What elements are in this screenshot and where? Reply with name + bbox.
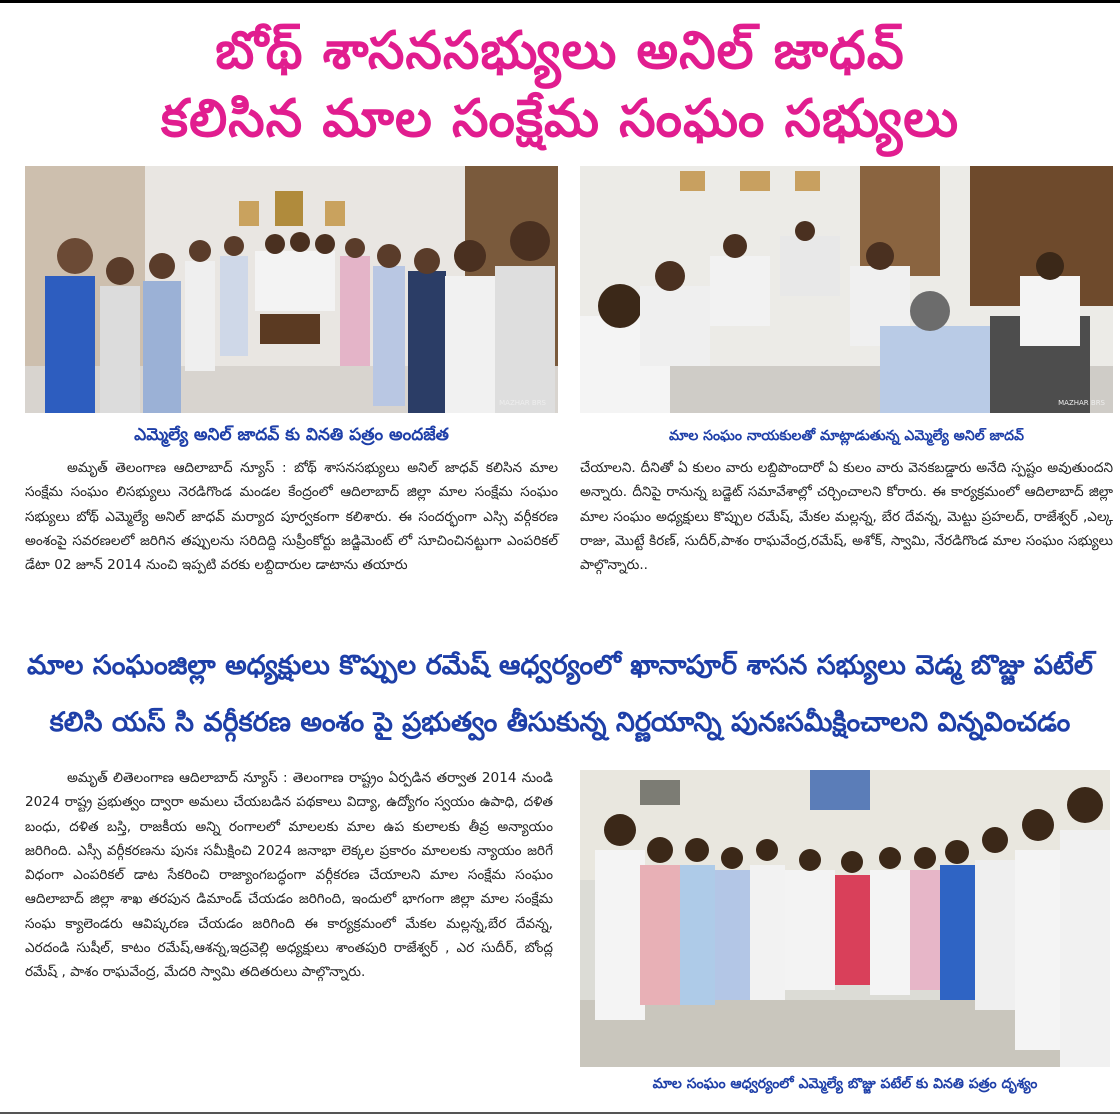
photo-watermark: MAZHAR BRS <box>1058 399 1105 407</box>
story2-paragraph: అమృత్ లితెలంగాణ ఆదిలాబాద్ న్యూస్ : తెలంగాణ రాష్ట్రం ఏర్పడిన తర్వాత 2014 నుండి 2024 రాష్ట్ర ప్రభుత్వం ద్వారా అమలు చేయబడిన పథకాలు విద్యా, ఉద్యోగం స్వయం ఉపాధి, దళిత బంధు, దళిత బస్తి, రాజకీయ అన్ని రంగాలలో మాలలకు మాల ఉప కులాలకు తీవ్ర అన్యాయం జరిగింది. ఎస్సీ వర్గీకరణను పునః సమీక్షించి 2024 జనాభా లెక్కల ప్రకారం మాలలకు న్యాయం జరిగే విధంగా ఎంపరికల్ డాట సేకరించి రాజ్యాంగబద్ధంగా వర్గీకరణ చేయాలని మాల సంక్షేమ సంఘం ఆదిలాబాద్ జిల్లా శాఖ తరపున డిమాండ్ చేయడం జరిగింది, ఇందులో భాగంగా జిల్లా మాల సంక్షేమ సంఘ క్యాలెండరు ఆవిష్కరణ చేయడం జరిగింది ఈ కార్యక్రమంలో మేకల మల్లన్న,బేర దేవన్న, ఎరదండి సుషీల్, కాటం రమేష్,ఆశన్న,ఇద్రవెల్లి అధ్యక్షులు శాంతపురి రాజేశ్వర్ , ఎర సుదీర్, బోంద్ల రమేష్ , పాశం రాఘవేంద్ర, మేదరి స్వామి తదితరులు పాల్గొన్నారు. <box>25 770 553 981</box>
group-photo-icon <box>580 770 1110 1067</box>
headline-line-2: కలిసిన మాల సంక్షేమ సంఘం సభ్యులు <box>160 89 960 149</box>
group-photo-icon <box>25 166 558 413</box>
group-photo-story2 <box>580 770 1110 1067</box>
top-rule <box>0 0 1120 3</box>
subhead-line-1: మాల సంఘంజిల్లా అధ్యక్షులు కొప్పుల రమేష్ ఆధ్వర్యంలో ఖానాపూర్ శాసన సభ్యులు వెడ్మ బొజ్జు పటేల్ <box>26 650 1093 681</box>
story1-paragraph-left: అమృత్ తెలంగాణ ఆదిలాబాద్ న్యూస్ : బోథ్ శాసనసభ్యులు అనిల్ జాధవ్ కలిసిన మాల సంక్షేమ సంఘం లిసభ్యులు నెరడిగొండ మండల కేంద్రంలో ఆదిలాబాద్ జిల్లా మాల సంక్షేమ సంఘం సభ్యులు బోథ్ ఎమ్మెల్యే అనిల్ జాధవ్ మర్యాద పూర్వకంగా కలిశారు. ఈ సందర్భంగా ఎస్సి వర్గీకరణ అంశంపై సవరణలలో జరిగిన తప్పులను సరిదిద్ది సుప్రీంకోర్టు జడ్జిమెంట్ లో సూచించినట్టుగా ఎంపరికల్ డేటా 02 జూన్ 2014 నుంచి ఇప్పటి వరకు లబ్దిదారుల డాటాను తయారు <box>25 460 558 574</box>
story2-body <box>25 766 553 985</box>
meeting-photo-right <box>580 166 1113 413</box>
meeting-photo-icon <box>580 166 1113 413</box>
photo-caption-right: మాల సంఘం నాయకులతో మాట్లాడుతున్న ఎమ్మెల్యే అనిల్ జాదవ్ <box>669 428 1024 444</box>
photo-caption-story2: మాల సంఘం ఆధ్వర్యంలో ఎమ్మెల్యే బొజ్జు పటేల్ కు వినతి పత్రం దృశ్యం <box>652 1076 1038 1092</box>
bottom-rule <box>0 1112 1120 1114</box>
story1-body-right <box>580 456 1113 577</box>
story1-paragraph-right: చేయాలని. దీనితో ఏ కులం వారు లబ్దిపొందారో ఏ కులం వారు వెనకబడ్డారు అనేది స్పష్టం అవుతుందని అన్నారు. దీనిపై రానున్న బడ్జెట్ సమావేశాల్లో చర్చించాలని కోరారు. ఈ కార్యక్రమంలో ఆదిలాబాద్ జిల్లా మాల సంఘం అధ్యక్షులు కొప్పుల రమేష్, మేకల మల్లన్న, బేర దేవన్న, మెట్టు ప్రహలద్, రాజేశ్వర్ ,ఎల్క రాజు, మొట్టే కిరణ్, సుదీర్,పాశం రాఘవేంద్ర,రమేష్, అశోక్, స్వామి, నేరడిగొండ మాల సంఘం సభ్యులు పాల్గొన్నారు.. <box>580 460 1113 574</box>
subhead-line-2: కలిసి యస్ సి వర్గీకరణ అంశం పై ప్రభుత్వం తీసుకున్న నిర్ణయాన్ని పునఃసమీక్షించాలని విన్నవించడం <box>49 707 1071 738</box>
group-photo-left <box>25 166 558 413</box>
story1-body-left <box>25 456 558 577</box>
photo-caption-left: ఎమ్మెల్యే అనిల్ జాదవ్ కు వినతి పత్రం అందజేత <box>134 425 449 445</box>
photo-watermark: MAZHAR BRS <box>499 399 546 407</box>
headline-line-1: బోథ్ శాసనసభ్యులు అనిల్ జాధవ్ <box>215 21 905 81</box>
